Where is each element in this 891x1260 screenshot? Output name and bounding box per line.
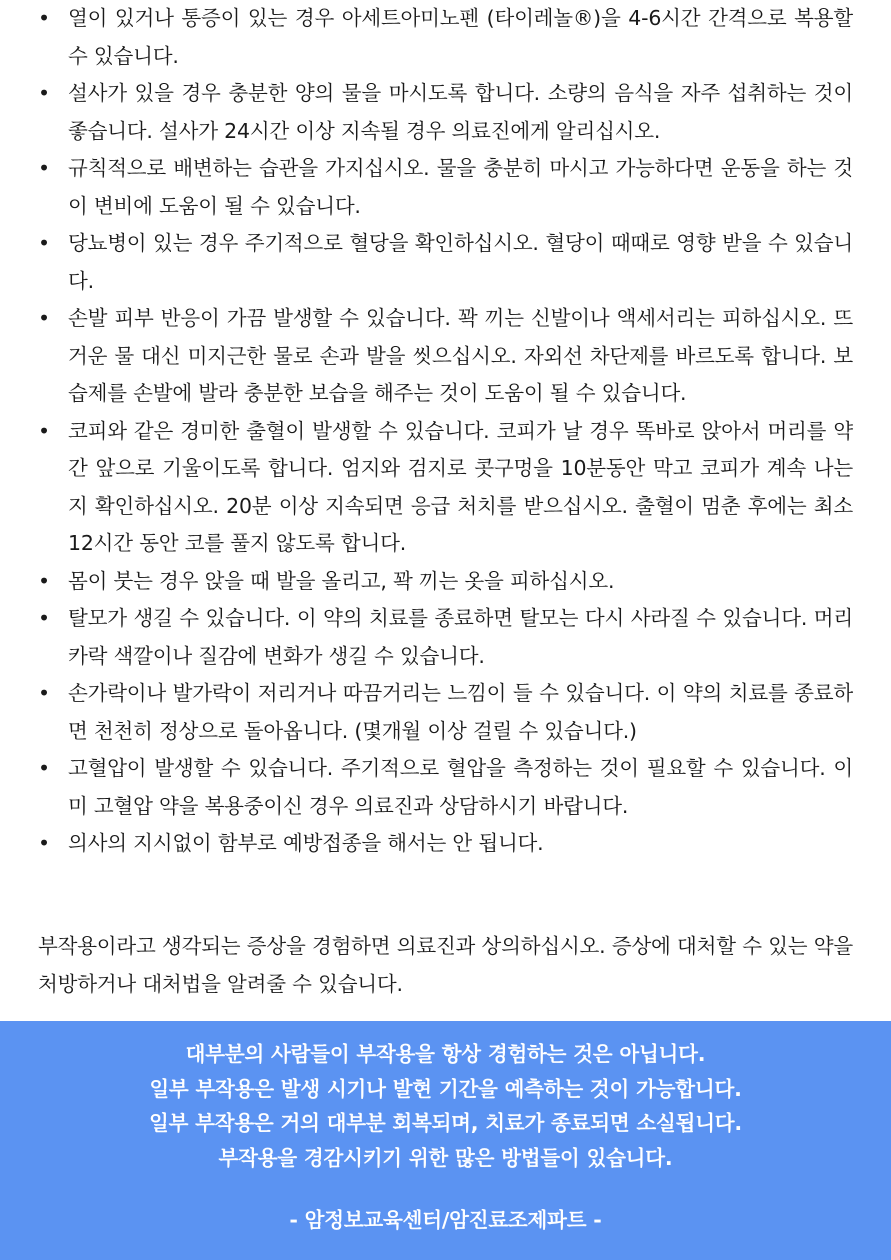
list-item-text: 당뇨병이 있는 경우 주기적으로 혈당을 확인하십시오. 혈당이 때때로 영향 받을 수 있습니다.: [68, 231, 853, 293]
bullet-icon: •: [38, 831, 50, 855]
list-item: [38, 600, 853, 675]
bullet-icon: •: [38, 231, 50, 255]
bullet-icon: •: [38, 606, 50, 630]
list-item: [38, 300, 853, 413]
bullet-icon: •: [38, 156, 50, 180]
banner-line: 일부 부작용은 거의 대부분 회복되며, 치료가 종료되면 소실됩니다.: [148, 1111, 742, 1135]
list-item-text: 몸이 붓는 경우 앉을 때 발을 올리고, 꽉 끼는 옷을 피하십시오.: [68, 568, 615, 593]
list-item-text: 손가락이나 발가락이 저리거나 따끔거리는 느낌이 들 수 있습니다. 이 약의 치료를 종료하면 천천히 정상으로 돌아옵니다. (몇개월 이상 걸릴 수 있습니다.): [68, 681, 853, 743]
closing-paragraph: 부작용이라고 생각되는 증상을 경험하면 의료진과 상의하십시오. 증상에 대처할 수 있는 약을 처방하거나 대처법을 알려줄 수 있습니다.: [38, 934, 853, 996]
list-item-text: 의사의 지시없이 함부로 예방접종을 해서는 안 됩니다.: [68, 831, 544, 855]
list-item-text: 설사가 있을 경우 충분한 양의 물을 마시도록 합니다. 소량의 음식을 자주 섭취하는 것이 좋습니다. 설사가 24시간 이상 지속될 경우 의료진에게 알리십시오.: [68, 81, 853, 143]
banner-line: 부작용을 경감시키기 위한 많은 방법들이 있습니다.: [218, 1145, 673, 1170]
bullet-icon: •: [38, 81, 50, 105]
list-item-text: 손발 피부 반응이 가끔 발생할 수 있습니다. 꽉 끼는 신발이나 액세서리는 피하십시오. 뜨거운 물 대신 미지근한 물로 손과 발을 씻으십시오. 자외선 차단제를 바르도록 합니다. 보습제를 손발에 발라 충분한 보습을 해주는 것이 도움이 될 수 있습니다.: [68, 306, 853, 405]
list-item: [38, 0, 853, 75]
list-item: [38, 825, 853, 863]
bullet-icon: •: [38, 756, 50, 780]
side-effect-list: [38, 0, 853, 863]
summary-banner: [0, 1021, 891, 1260]
banner-line: 일부 부작용은 발생 시기나 발현 기간을 예측하는 것이 가능합니다.: [149, 1076, 742, 1101]
bullet-icon: •: [38, 418, 50, 443]
bullet-icon: •: [38, 6, 50, 30]
bullet-icon: •: [38, 681, 50, 705]
list-item: [38, 413, 853, 563]
bullet-icon: •: [38, 568, 50, 593]
list-item: [38, 750, 853, 825]
list-item-text: 열이 있거나 통증이 있는 경우 아세트아미노펜 (타이레놀®)을 4-6시간 간격으로 복용할 수 있습니다.: [68, 6, 853, 68]
list-item: [38, 150, 853, 225]
list-item: [38, 563, 853, 601]
list-item: [38, 75, 853, 150]
list-item-text: 고혈압이 발생할 수 있습니다. 주기적으로 혈압을 측정하는 것이 필요할 수 있습니다. 이미 고혈압 약을 복용중이신 경우 의료진과 상담하시기 바랍니다.: [68, 756, 853, 818]
list-item-text: 코피와 같은 경미한 출혈이 발생할 수 있습니다. 코피가 날 경우 똑바로 앉아서 머리를 약간 앞으로 기울이도록 합니다. 엄지와 검지로 콧구멍을 10분동안 막고 코피가 계속 나는지 확인하십시오. 20분 이상 지속되면 응급 처치를 받으십시오. 출혈이 멈춘 후에는 최소 12시간 동안 코를 풀지 않도록 합니다.: [68, 418, 853, 555]
list-item-text: 탈모가 생길 수 있습니다. 이 약의 치료를 종료하면 탈모는 다시 사라질 수 있습니다. 머리카락 색깔이나 질감에 변화가 생길 수 있습니다.: [68, 606, 853, 668]
banner-message: [0, 1037, 891, 1175]
list-item-text: 규칙적으로 배변하는 습관을 가지십시오. 물을 충분히 마시고 가능하다면 운동을 하는 것이 변비에 도움이 될 수 있습니다.: [68, 156, 853, 218]
list-item: [38, 225, 853, 300]
list-item: [38, 675, 853, 750]
banner-line: 대부분의 사람들이 부작용을 항상 경험하는 것은 아닙니다.: [185, 1042, 706, 1066]
bullet-icon: •: [38, 306, 50, 330]
banner-source-credit: - 암정보교육센터/암진료조제파트 -: [289, 1208, 602, 1232]
